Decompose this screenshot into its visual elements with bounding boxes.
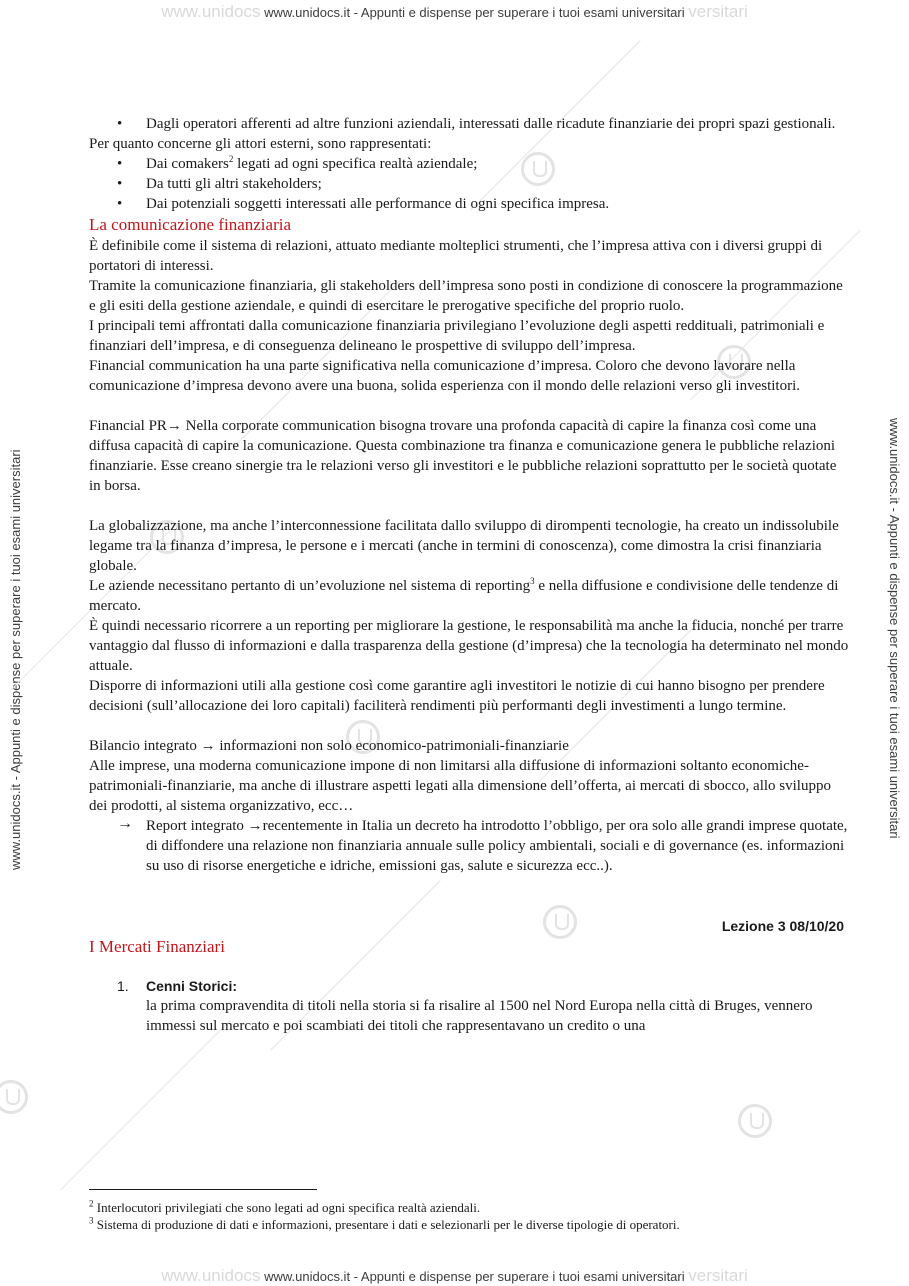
paragraph: Tramite la comunicazione finanziaria, gli stakeholders dell’impresa sono posti in condizione di conoscere la programmazione e gli esiti della gestione aziendale, e quindi di esercitare le prerogative specifiche del proprio ruolo.	[89, 278, 843, 314]
lecture-label: Lezione 3 08/10/20	[721, 918, 844, 934]
section-heading: La comunicazione finanziaria	[89, 215, 291, 234]
paragraph	[89, 416, 849, 496]
footnote	[89, 1199, 849, 1216]
list-item-text: Da tutti gli altri stakeholders;	[146, 176, 322, 192]
list-item-text: recentemente in Italia un decreto ha introdotto l’obbligo, per ora solo alle grandi imprese quotate, di diffondere una relazione non finanziaria annuale sulle policy ambientali, sociali e di governance (es. informazioni su uso di risorse energetiche e idriche, emissioni gas, salute e sicurezza ecc..).	[146, 818, 848, 874]
watermark-faint-left: www.unidocs	[161, 1266, 261, 1285]
footnote-text: Interlocutori privilegiati che sono legati ad ogni specifica realtà aziendali.	[93, 1200, 481, 1215]
footnote-text: Sistema di produzione di dati e informazioni, presentare i dati e selezionarli per le diverse tipologie di operatori.	[93, 1217, 680, 1232]
arrow-icon: →	[166, 418, 182, 434]
watermark-logo-icon	[738, 1104, 772, 1138]
list-item	[89, 174, 849, 194]
paragraph: Alle imprese, una moderna comunicazione impone di non limitarsi alla diffusione di informazioni soltanto economiche-patrimoniali-finanziarie, ma anche di illustrare aspetti legati alla dimensione dell’offerta, ai mercati di sbocco, allo sviluppo dei prodotti, al sistema organizzativo, ecc…	[89, 758, 831, 814]
paragraph-text: e nella diffusione e condivisione delle tendenze di mercato.	[89, 578, 839, 614]
watermark-faint-left: www.unidocs	[161, 2, 261, 21]
watermark-bottom	[0, 1266, 909, 1286]
watermark-text: www.unidocs.it - Appunti e dispense per superare i tuoi esami universitari	[264, 1269, 685, 1284]
page-content	[89, 114, 849, 1036]
footnote-mark: 3	[89, 1215, 94, 1226]
paragraph: I principali temi affrontati dalla comunicazione finanziaria privilegiano l’evoluzione degli aspetti reddituali, patrimoniali e finanziari dell’impresa, e di conseguenza delineano le prospettive di sviluppo dell’impresa.	[89, 318, 825, 354]
paragraph	[89, 736, 849, 756]
watermark-text: www.unidocs.it - Appunti e dispense per superare i tuoi esami universitari	[264, 5, 685, 20]
bullet-mark: •	[117, 196, 123, 212]
list-item	[89, 154, 849, 174]
watermark-logo-icon	[0, 1080, 28, 1114]
list-item	[89, 816, 849, 876]
inline-label: Financial PR	[89, 418, 167, 434]
bullet-mark: •	[117, 156, 123, 172]
watermark-faint-right: versitari	[688, 2, 748, 21]
paragraph	[89, 576, 849, 616]
arrow-icon: →	[117, 815, 133, 832]
paragraph: È definibile come il sistema di relazioni, attuato mediante molteplici strumenti, che l’impresa attiva con i diversi gruppi di portatori di interessi.	[89, 238, 823, 274]
watermark-diagonal	[60, 1020, 230, 1190]
item-heading: Cenni Storici:	[146, 978, 238, 994]
list-item-text: Dagli operatori afferenti ad altre funzioni aziendali, interessati dalle ricadute finanziarie dei propri spazi gestionali.	[146, 116, 836, 132]
bullet-mark: •	[117, 116, 123, 132]
paragraph-text: informazioni non solo economico-patrimoniali-finanziarie	[215, 738, 569, 754]
paragraph: Disporre di informazioni utili alla gestione così come garantire agli investitori le notizie di cui hanno bisogno per prendere decisioni (sull’allocazione dei loro capitali) faciliterà rendimenti più performanti degli investimenti a lungo termine.	[89, 678, 825, 714]
bullet-mark: •	[117, 176, 123, 192]
footnote-ref: 2	[228, 154, 234, 164]
paragraph: Per quanto concerne gli attori esterni, sono rappresentati:	[89, 136, 432, 152]
numbered-item	[89, 976, 849, 1036]
paragraph: La globalizzazione, ma anche l’interconnessione facilitata dallo sviluppo di dirompenti tecnologie, ha creato un indissolubile legame tra la finanza d’impresa, le persone e i mercati (anche in termini di conoscenza), come dimostra la crisi finanziaria globale.	[89, 518, 839, 574]
watermark-faint-right: versitari	[688, 1266, 748, 1285]
footnote-ref: 3	[530, 576, 535, 586]
paragraph: Financial communication ha una parte significativa nella comunicazione d’impresa. Coloro che devono lavorare nella comunicazione d’impresa devono avere una buona, solida esperienza con il mondo delle relazioni verso gli investitori.	[89, 358, 801, 394]
paragraph-text: Le aziende necessitano pertanto di un’evoluzione nel sistema di reporting	[89, 578, 531, 594]
arrow-icon: →	[247, 818, 263, 834]
list-item	[89, 114, 849, 134]
footnote-divider	[89, 1189, 317, 1190]
arrow-icon: →	[200, 738, 216, 754]
watermark-side-left: www.unidocs.it - Appunti e dispense per superare i tuoi esami universitari	[8, 449, 23, 870]
list-item	[89, 194, 849, 214]
section-heading: I Mercati Finanziari	[89, 937, 225, 956]
inline-label: Report integrato	[146, 818, 248, 834]
paragraph: È quindi necessario ricorrere a un reporting per migliorare la gestione, le responsabilità ma anche la fiducia, nonché per trarre vantaggio dal flusso di informazioni e dalla trasparenza della gestione (d’impresa) che la tecnologia ha determinato nel mondo attuale.	[89, 618, 849, 674]
inline-label: Bilancio integrato	[89, 738, 201, 754]
list-item-text: Dai potenziali soggetti interessati alle performance di ogni specifica impresa.	[146, 196, 610, 212]
list-item-text: Dai comakers	[146, 156, 229, 172]
list-item-text: legati ad ogni specifica realtà aziendale;	[233, 156, 478, 172]
footnote-mark: 2	[89, 1198, 94, 1209]
footnotes	[89, 1199, 849, 1233]
watermark-side-right: www.unidocs.it - Appunti e dispense per superare i tuoi esami universitari	[887, 418, 902, 839]
item-number: 1.	[117, 978, 129, 994]
paragraph-text: Nella corporate communication bisogna trovare una profonda capacità di capire la finanza così come una diffusa capacità di capire la comunicazione. Questa combinazione tra finanza e comunicazione genera le pubbliche relazioni finanziarie. Esse creano sinergie tra le relazioni verso gli investitori e le pubbliche relazioni soprattutto per le società quotate in borsa.	[89, 418, 837, 494]
item-text: la prima compravendita di titoli nella storia si fa risalire al 1500 nel Nord Europa nella città di Bruges, vennero immessi sul mercato e poi scambiati dei titoli che rappresentavano un credito o una	[146, 998, 813, 1034]
watermark-top	[0, 2, 909, 22]
footnote	[89, 1216, 849, 1233]
